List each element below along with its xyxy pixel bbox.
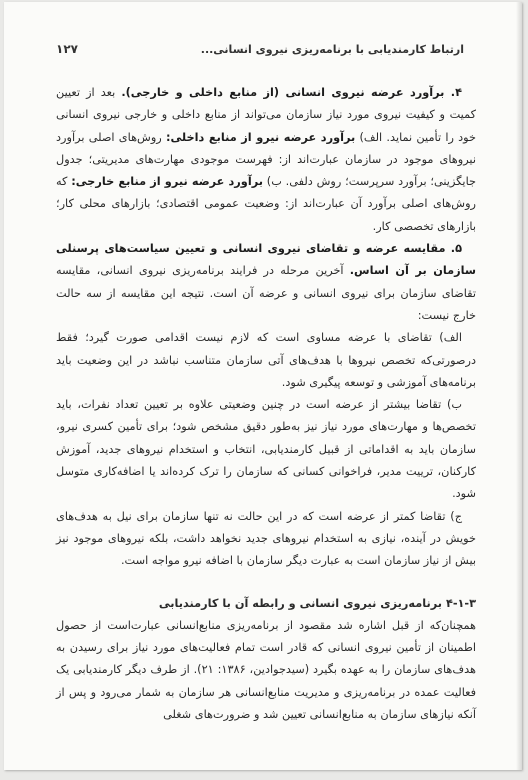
section-4-paragraph: [56, 82, 476, 238]
running-title: ارتباط کارمندیابی با برنامه‌ریزی نیروی انسانی...: [200, 43, 464, 56]
book-page: [4, 2, 522, 770]
section-5-text: آخرین مرحله در فرایند برنامه‌ریزی نیروی انسانی، مقایسه تقاضای سازمان برای نیروی انسانی و عرضه آن است. نتیجه این مقایسه از سه حالت خارج نیست:: [56, 264, 476, 322]
internal-sources-label: برآورد عرضه نیرو از منابع داخلی:: [165, 130, 356, 144]
section-4-text-1: بعد از تعیین کمیت و کیفیت نیروی مورد نیاز سازمان می‌تواند از منابع داخلی و خارجی نیروی انسانی خود را تأمین نماید. الف): [56, 86, 476, 144]
case-c-paragraph: ج) تقاضا کمتر از عرضه است که در این حالت نه تنها سازمان برای نیل به هدف‌های خویش در آینده، نیازی به استخدام نیروهای جدید نخواهد داشت، بلکه نیروهای موجود نیز بیش از نیاز سازمان است به عبارت دیگر سازمان با اضافه نیرو مواجه است.: [56, 509, 476, 568]
section-4-text-2: روش‌های اصلی برآورد نیروهای موجود در سازمان عبارت‌اند از: فهرست موجودی مهارت‌های مدیریتی؛ جدول جایگزینی؛ برآورد سرپرست؛ روش دلفی. ب): [56, 130, 476, 189]
section-5-paragraph: [56, 238, 476, 327]
section-4-1-3-heading: ۴-۱-۳ برنامه‌ریزی نیروی انسانی و رابطه آن با کارمندیابی: [158, 596, 476, 610]
section-4-text-3: که روش‌های اصلی برآورد آن عبارت‌اند از: وضعیت عمومی اقتصادی؛ بازارهای محلی کار؛ بازارهای تخصصی کار.: [56, 175, 476, 233]
section-4-heading: ۴. برآورد عرضه نیروی انسانی (از منابع داخلی و خارجی).: [121, 86, 463, 99]
page-header: [56, 42, 464, 56]
case-b-paragraph: ب) تقاضا بیشتر از عرضه است در چنین وضعیتی علاوه بر تعیین تعداد نفرات، باید تخصص‌ها و مهارت‌های مورد نیاز نیز به‌طور دقیق مشخص شود؛ برای تأمین کسری نیرو، سازمان باید به اقداماتی از قبیل کارمندیابی، انتخاب و استخدام نیروهای جدید، آموزش کارکنان، ترییت مدیر، فراخوانی کسانی که سازمان را ترک کرده‌اند یا اضافه‌کاری متوسل شود.: [56, 398, 476, 501]
page-number: ۱۲۷: [56, 42, 78, 56]
section-4-1-3-paragraph: همچنان‌که از قبل اشاره شد مقصود از برنامه‌ریزی منابع‌انسانی عبارت‌است از حصول اطمینان از تأمین نیروی انسانی که قادر است تمام فعالیت‌های مورد نیاز برای رسیدن به هدف‌های سازمان را به عهده بگیرد (سیدجوادین، ۱۳۸۶: ۲۱). از طرف دیگر کارمندیابی یک فعالیت عمده در برنامه‌ریزی و مدیریت منابع‌انسانی هر سازمان به شمار می‌رود و پس از آنکه نیازهای سازمان به منابع‌انسانی تعیین شد و ضرورت‌های شغلی: [56, 618, 476, 722]
section-5-heading: ۵. مقایسه عرضه و تقاضای نیروی انسانی و تعیین سیاست‌های پرسنلی سازمان بر آن اساس.: [56, 242, 476, 278]
page-body: [56, 82, 476, 726]
case-a-paragraph: الف) تقاضای با عرضه مساوی است که لازم نیست اقدامی صورت گیرد؛ فقط درصورتی‌که تخصص نیروها با هدف‌های آتی سازمان متناسب نباشد در این وضعیت باید برنامه‌های آموزشی و توسعه پیگیری شود.: [56, 331, 476, 389]
page-fold-shadow: [516, 2, 522, 770]
external-sources-label: برآورد عرضه نیرو از منابع خارجی:: [71, 175, 263, 189]
